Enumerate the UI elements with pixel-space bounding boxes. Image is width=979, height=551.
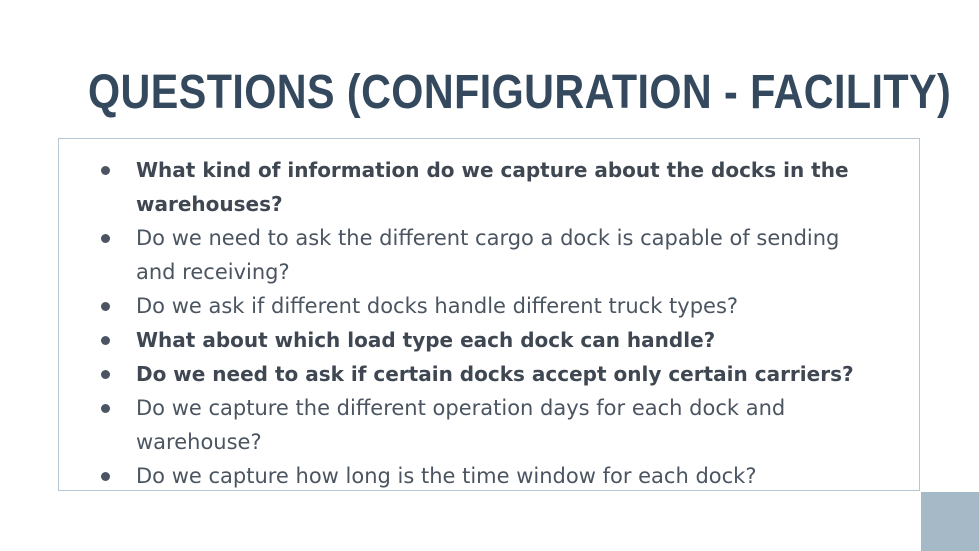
bullet-dot-icon bbox=[101, 166, 110, 175]
bullet-dot-icon bbox=[101, 404, 110, 413]
bullet-dot-icon bbox=[101, 234, 110, 243]
bullet-list bbox=[96, 153, 876, 493]
bullet-item bbox=[96, 153, 876, 221]
corner-accent-block bbox=[921, 492, 979, 551]
bullet-item bbox=[96, 391, 876, 459]
bullet-item bbox=[96, 357, 876, 391]
bullet-text: Do we capture how long is the time window for each dock? bbox=[136, 464, 757, 488]
bullet-item bbox=[96, 323, 876, 357]
bullet-text: What kind of information do we capture about the docks in the warehouses? bbox=[136, 158, 849, 216]
bullet-dot-icon bbox=[101, 472, 110, 481]
bullet-text: What about which load type each dock can handle? bbox=[136, 328, 716, 352]
bullet-text: Do we need to ask if certain docks accept only certain carriers? bbox=[136, 362, 854, 386]
bullet-item bbox=[96, 289, 876, 323]
slide-title: QUESTIONS (CONFIGURATION - FACILITY) bbox=[88, 66, 952, 119]
bullet-dot-icon bbox=[101, 336, 110, 345]
bullet-item bbox=[96, 459, 876, 493]
bullet-dot-icon bbox=[101, 370, 110, 379]
bullet-text: Do we ask if different docks handle different truck types? bbox=[136, 294, 739, 318]
bullet-dot-icon bbox=[101, 302, 110, 311]
bullet-text: Do we capture the different operation days for each dock and warehouse? bbox=[136, 396, 786, 454]
bullet-text: Do we need to ask the different cargo a dock is capable of sending and receiving? bbox=[136, 226, 840, 284]
bullet-item bbox=[96, 221, 876, 289]
